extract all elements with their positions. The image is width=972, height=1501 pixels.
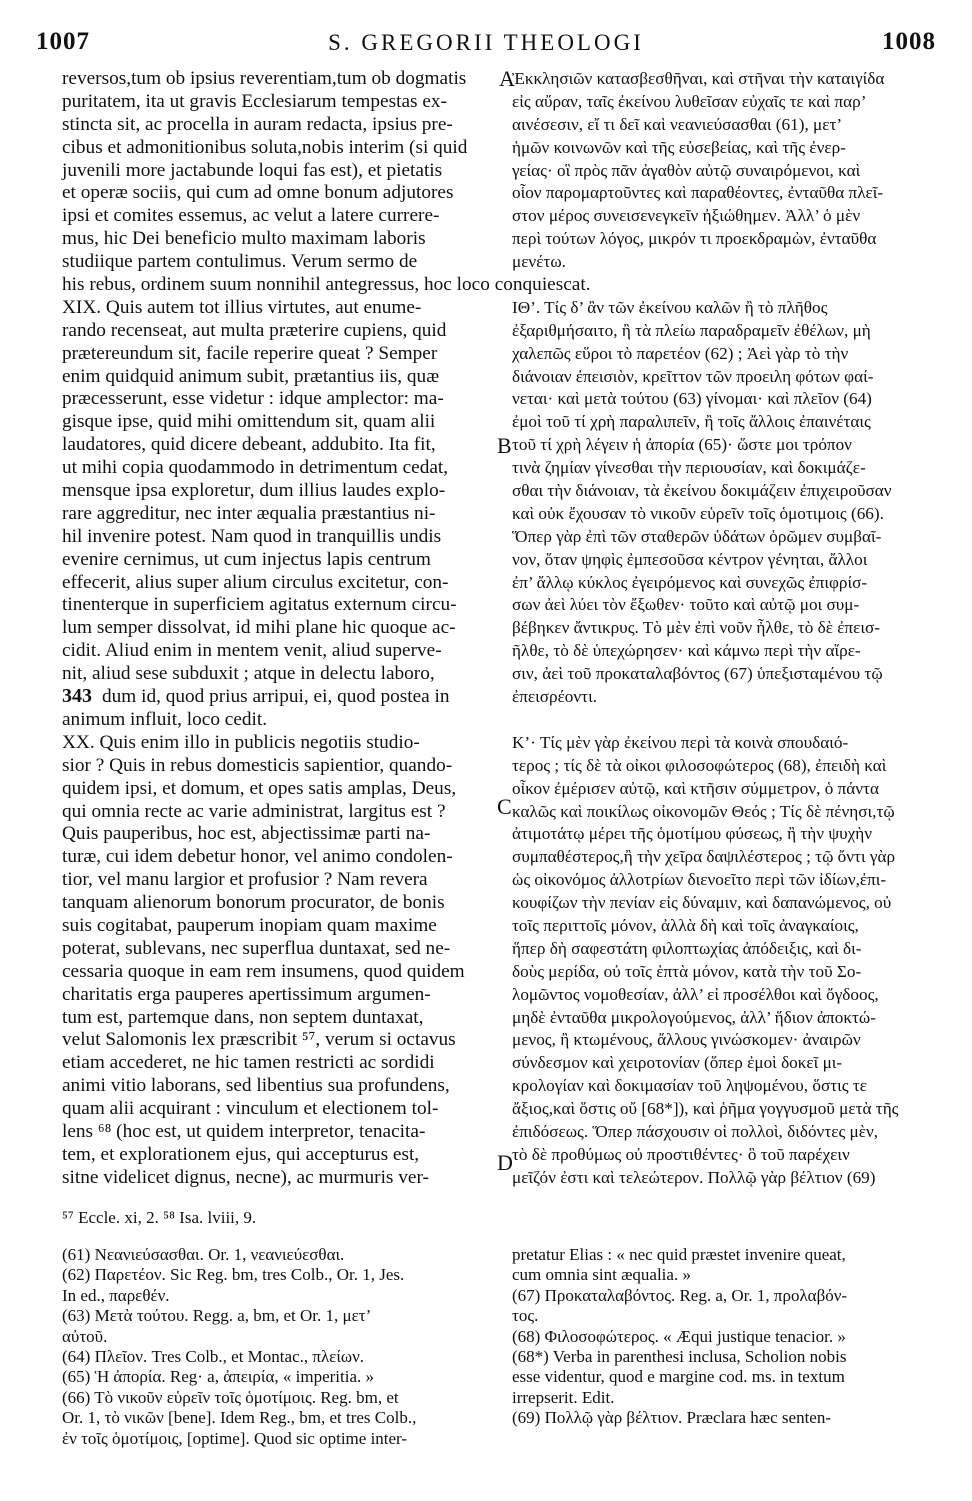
footnote-line: τος. — [512, 1306, 539, 1326]
greek-text-line: ἐμοὶ τοῦ τί χρὴ παραλιπεῖν, ἢ τοῖς ἄλλοις ἐπαινέταις — [512, 412, 871, 432]
greek-text-line: Ἐκκλησιῶν κατασβεσθῆναι, καὶ στῆναι τὴν καταιγίδα — [512, 69, 885, 88]
greek-text-line: Ὅπερ γὰρ ἐπὶ τῶν σταθερῶν ὑδάτων ὁρῶμεν συμβαῖ- — [512, 526, 882, 546]
latin-text-line: nit, aliud sese subduxit ; atque in delectu laboro, — [62, 663, 435, 685]
latin-text-line: mensque ipsa exploretur, dum illius laudes explo- — [62, 480, 446, 502]
greek-text-line: χαλεπῶς εὕροι τὸ παρετέον (62) ; Ἀεὶ γὰρ τὸ τὴν — [512, 343, 849, 363]
footnote-line: (65) Ἡ ἀπορία. Reg· a, ἀπειρία, « imperitia. » — [62, 1367, 375, 1387]
latin-text-line: animi vitio laborans, sed libentius sua profundens, — [62, 1075, 450, 1097]
greek-text-line: ἀτιμοτάτῳ μέρει τῆς ὁμοτίμου φύσεως, ἢ τὴν ψυχὴν — [512, 824, 872, 844]
latin-text-line: lum semper dissolvat, id mihi plane hic quoque ac- — [62, 617, 456, 639]
footnote-line: pretatur Elias : « nec quid præstet invenire queat, — [512, 1245, 846, 1264]
greek-text-line: μενέτω. — [512, 252, 566, 272]
greek-text-line: μεῖζόν ἐστι καὶ τελεώτερον. Πολλῷ γὰρ βέλτιον (69) — [512, 1167, 876, 1187]
footnotes-left — [62, 1245, 502, 1449]
footnote-line: irrepserit. Edit. — [512, 1387, 615, 1407]
latin-text-line: rare aggreditur, nec inter æqualia præstantius ni- — [62, 502, 436, 524]
latin-text-line: gisque ipse, quid mihi omittendum sit, quam alii — [62, 411, 436, 433]
greek-text-line — [512, 709, 944, 732]
greek-text-line: ἡμῶν κοινωνῶν καὶ τῆς εὐσεβείας, καὶ τῆς ἐνερ- — [512, 137, 846, 157]
latin-text-line: tinenterque in superficiem agitatus externum circu- — [62, 594, 457, 616]
greek-text-line: σθαι τὴν διάνοιαν, τὰ ἐκείνου δοκιμάζειν ἐπιχειροῦσαν — [512, 481, 892, 501]
latin-text-line: cessaria quoque in eam rem insumens, quod quidem — [62, 960, 465, 982]
latin-text-line: juvenili more jactabunde loqui fas est), et pietatis — [62, 159, 443, 181]
latin-text-line: turæ, cui idem debetur honor, vel animo condolen- — [62, 846, 453, 868]
latin-text-line: XX. Quis enim illo in publicis negotiis studio- — [62, 731, 420, 753]
latin-text-line: dum id, quod prius arripui, ei, quod postea in — [102, 686, 450, 708]
latin-text-line: ut mihi copia quodammodo in detrimentum cedat, — [62, 457, 449, 479]
greek-text-line: καὶ οὐκ ἔχουσαν τὸ νικοῦν εὑρεῖν τοῖς ὁμοτιμοις (66). — [512, 503, 884, 523]
latin-text-line: cidit. Aliud enim in mentem venit, aliud superve- — [62, 640, 442, 662]
latin-text-line: lens ⁶⁸ (hoc est, ut quidem interpretor, tenacita- — [62, 1120, 426, 1142]
greek-text-line: σων ἀεὶ λύει τὸν ἔξωθεν· τοῦτο καὶ αὐτῷ μοι συμ- — [512, 595, 860, 615]
page-header — [36, 28, 936, 64]
greek-text-line: τινὰ ζημίαν γίνεσθαι τὴν περιουσίαν, καὶ δοκιμάζε- — [512, 458, 866, 478]
latin-text-line: enim quidquid animum subit, prætantius iis, quæ — [62, 365, 440, 387]
greek-text-line: νον, ὅταν ψηφὶς ἐμπεσοῦσα κέντρον γένηται, ἄλλοι — [512, 549, 868, 569]
greek-column — [512, 68, 944, 1190]
greek-text-line: γείας· οἳ πρὸς πᾶν ἀγαθὸν αὐτῷ συναιρόμενοι, καὶ — [512, 160, 861, 180]
greek-text-line: περὶ τούτων λόγος, μικρόν τι προεκδραμὼν, ἐνταῦθα — [512, 229, 877, 249]
greek-text-line: ἄξιος,καὶ ὅστις οὔ [68*]), καὶ ῥῆμα γογγυσμοῦ μετὰ τῆς — [512, 1099, 899, 1119]
latin-text-line: effecerit, alius super alium circulus excitetur, con- — [62, 571, 449, 593]
latin-text-line: sior ? Quis in rebus domesticis sapientior, quando- — [62, 754, 453, 776]
greek-text-line: ἥπερ δὴ σαφεστάτη φιλοπτωχίας ἀπόδειξις, καὶ δι- — [512, 938, 862, 958]
greek-text-line: τοῦ τί χρὴ λέγειν ἡ ἀπορία (65)· ὥστε μοι τρόπον — [512, 435, 852, 455]
footnote-line: (64) Πλεῖον. Tres Colb., et Montac., πλείων. — [62, 1346, 365, 1366]
greek-text-line: συμπαθέστερος,ἢ τὴν χεῖρα δαψιλέστερος ; τῷ ὄντι γὰρ — [512, 847, 896, 867]
latin-text-line: tanquam alienorum bonorum procurator, de bonis — [62, 892, 445, 914]
footnote-line: αὐτοῦ. — [62, 1326, 108, 1346]
footnote-line: (61) Νεανιεύσασθαι. Or. 1, νεανιεύεσθαι. — [62, 1245, 345, 1264]
latin-text-line: rando recenseat, aut multa præterire cupiens, quid — [62, 319, 447, 341]
greek-text-line: νεται· καὶ μετὰ τούτου (63) γίνομαι· καὶ πλεῖον (64) — [512, 389, 872, 409]
latin-text-line: sitne videlicet dignus, necne), ac murmuris ver- — [62, 1166, 429, 1188]
greek-text-line: λομῶντος νομοθεσίαν, ἀλλ’ εἰ προσέλθοι καὶ ὄγδοος, — [512, 984, 879, 1004]
footnote-line: (63) Μετὰ τούτου. Regg. a, bm, et Or. 1, μετ’ — [62, 1306, 372, 1326]
latin-text-line: prætereundum sit, facile reperire queat ? Semper — [62, 342, 438, 364]
latin-text-line: poterat, sublevans, nec superflua duntaxat, sed ne- — [62, 937, 451, 959]
latin-text-line: tem, et explorationem ejus, qui accepturus est, — [62, 1143, 420, 1165]
latin-text-line: cibus et admonitionibus soluta,nobis interim (si quid — [62, 136, 468, 158]
greek-text-line: ἐπ’ ἄλλῳ κύκλος ἐγειρόμενος καὶ συνεχῶς ἐπιφρίσ- — [512, 572, 868, 592]
greek-text-line: δοὺς μερίδα, οὐ τοῖς ἑπτὰ μόνον, κατὰ τὴν τοῦ Σο- — [512, 961, 862, 981]
latin-text-line: charitatis erga pauperes apertissimum argumen- — [62, 983, 431, 1005]
latin-text-line: etiam accederet, ne hic tamen restricti ac sordidi — [62, 1052, 435, 1074]
latin-text-line: mus, hic Dei beneficio multo maximam laboris — [62, 228, 426, 250]
greek-text-line: οἶκον ἐμέρισεν αὐτῷ, καὶ κτῆσιν σύμμετρον, ὁ πάντα — [512, 778, 879, 798]
latin-text-line: tum est, partemque dans, non septem duntaxat, — [62, 1006, 424, 1028]
latin-text-line: et operæ sociis, qui cum ad omne bonum adjutores — [62, 182, 454, 204]
greek-text-line: αινέσεσιν, εἴ τι δεῖ καὶ νεανιεύσασθαι (61), μετ’ — [512, 114, 843, 134]
greek-text-line: διάνοιαν ἐπεισιὸν, κρεῖττον τῶν προειλη φότων φαί- — [512, 366, 874, 386]
latin-text-line: puritatem, ita ut gravis Ecclesiarum tempestas ex- — [62, 90, 447, 112]
greek-text-line: στον μέρος συνεισενεγκεῖν ἠξιώθημεν. Ἀλλ’ ὁ μὲν — [512, 206, 861, 226]
footnote-line: (62) Παρετέον. Sic Reg. bm, tres Colb., Or. 1, Jes. — [62, 1265, 405, 1285]
latin-text-line: quam alii acquirant : vinculum et electionem tol- — [62, 1098, 439, 1120]
latin-text-line: studiique partem contulimus. Verum sermo de — [62, 251, 418, 273]
page-number-right: 1008 — [882, 28, 936, 55]
margin-letter-a: A — [499, 66, 515, 91]
greek-text-line: ῆλθε, τὸ δὲ ὑπεχώρησεν· καὶ κάμνω περὶ τὴν αἵρε- — [512, 641, 861, 661]
greek-text-line: ἐξαριθμήσαιτο, ἢ τὰ πλείω παραδραμεῖν ἐθέλων, μὴ — [512, 320, 871, 340]
latin-text-line: his rebus, ordinem suum nonnihil antegressus, hoc loco conquiescat. — [62, 274, 591, 296]
footnote-line: (67) Προκαταλαβόντος. Reg. a, Or. 1, προλαβόν- — [512, 1285, 848, 1305]
footnote-line: In ed., παρεθέν. — [62, 1285, 170, 1305]
margin-letter-d: D — [497, 1150, 513, 1175]
footnotes-right — [512, 1245, 944, 1429]
greek-text-line — [512, 274, 944, 297]
greek-text-line: ὡς οἰκονόμος ἀλλοτρίων διενοεῖτο περὶ τῶν ἰδίων,ἐπι- — [512, 870, 887, 890]
greek-text-line: κουφίζων τὴν πενίαν εἰς δύναμιν, καὶ δαπανώμενος, οὐ — [512, 893, 892, 913]
greek-text-line: ἐπεισρέοντι. — [512, 687, 597, 707]
greek-text-line: τοῖς περιττοῖς μόνον, ἀλλὰ δὴ καὶ τοῖς ἀναγκαίοις, — [512, 915, 859, 935]
greek-text-line: μενος, ἢ κτωμένους, ἄλλους γινώσκομεν· ἀναιρῶν — [512, 1030, 861, 1050]
footnote-line: esse videntur, quod e margine cod. ms. in textum — [512, 1367, 845, 1387]
greek-text-line: κρολογίαν καὶ δοκιμασίαν τοῦ ληψομένου, ὅστις τε — [512, 1076, 867, 1096]
margin-letter-c: C — [497, 794, 512, 819]
greek-text-line: καλῶς καὶ ποικίλως οἰκονομῶν Θεός ; Τίς δὲ πένησι,τῷ — [512, 801, 895, 821]
scripture-references: ⁵⁷ Eccle. xi, 2. ⁵⁸ Isa. lviii, 9. — [62, 1208, 257, 1227]
greek-text-line: τερος ; τίς δὲ τὰ οἰκοι φιλοσοφώτερος (68), ἐπειδὴ καὶ — [512, 755, 887, 775]
running-title: S. GREGORII THEOLOGI — [328, 30, 644, 55]
latin-text-line: evenire cernimus, ut cum injectus lapis centrum — [62, 548, 431, 570]
latin-text-line: velut Salomonis lex præscribit ⁵⁷, verum si octavus — [62, 1029, 456, 1051]
latin-text-line: tior, vel manu largior et profusior ? Nam revera — [62, 869, 428, 891]
footnote-line: ἐν τοῖς ὁμοτίμοις, [optime]. Quod sic optime inter- — [62, 1428, 408, 1448]
latin-text-line: stincta sit, ac procella in auram redacta, ipsius pre- — [62, 113, 453, 135]
greek-text-line: οἷον παρομαρτοῦντες καὶ παραθέοντες, ἐνταῦθα πλεῖ- — [512, 183, 884, 203]
greek-text-line: σύνδεσμον καὶ χειροτονίαν (ὅπερ ἐμοὶ δοκεῖ μι- — [512, 1053, 843, 1073]
greek-text-line: Κ’· Τίς μὲν γὰρ ἐκείνου περὶ τὰ κοινὰ σπουδαιό- — [512, 732, 849, 752]
greek-text-line: σιν, ἀεὶ τοῦ προκαταλαβόντος (67) ὑπεξισταμένου τῷ — [512, 664, 883, 684]
latin-text-line: Quis pauperibus, hoc est, abjectissimæ parti na- — [62, 823, 431, 845]
footnote-line: Or. 1, τὸ νικῶν [bene]. Idem Reg., bm, et tres Colb., — [62, 1408, 417, 1428]
footnote-line: cum omnia sint æqualia. » — [512, 1265, 691, 1285]
margin-letter-b: B — [497, 433, 512, 458]
greek-text-line: ἐπιδόσεως. Ὅπερ πάσχουσιν οἱ πολλοὶ, διδόντες μὲν, — [512, 1121, 879, 1141]
latin-text-line: hil invenire potest. Nam quod in tranquillis undis — [62, 525, 442, 547]
latin-text-line: quidem ipsi, et domum, et opes satis amplas, Deus, — [62, 777, 457, 799]
latin-text-line: animum influit, loco cedit. — [62, 708, 268, 730]
greek-text-line: εἰς αὔραν, ταῖς ἐκείνου λυθεῖσαν εὐχαῖς τε καὶ παρ’ — [512, 91, 867, 111]
footnote-line: (68*) Verba in parenthesi inclusa, Scholion nobis — [512, 1346, 847, 1366]
latin-text-line: laudatores, quid dicere debeant, addubito. Ita fit, — [62, 434, 436, 456]
footnote-line: (66) Τὸ νικοῦν εὑρεῖν τοῖς ὁμοτίμοις. Reg. bm, et — [62, 1387, 399, 1407]
greek-text-line: τὸ δὲ προθύμως οὐ προστιθέντες· ὃ τοῦ παρέχειν — [512, 1144, 850, 1164]
latin-text-line: ipsi et comites essemus, ac velut a latere currere- — [62, 205, 440, 227]
latin-text-line: qui omnia recte ac varie administrat, largitus est ? — [62, 800, 446, 822]
latin-text-line: præcesserunt, esse videtur : idque amplector: ma- — [62, 388, 444, 410]
greek-text-line: μηδὲ ἐνταῦθα μικρολογούμενος, ἀλλ’ ἥδιον ἀποκτώ- — [512, 1007, 876, 1027]
column-marker-343: 343 — [62, 685, 92, 707]
latin-text-line: reversos,tum ob ipsius reverentiam,tum ob dogmatis — [62, 68, 467, 89]
page-number-left: 1007 — [36, 28, 90, 55]
footnote-line: (68) Φιλοσοφώτερος. « Æqui justique tenacior. » — [512, 1326, 846, 1346]
greek-text-line: ΙΘ’. Τίς δ’ ἂν τῶν ἐκείνου καλῶν ἢ τὸ πλῆθος — [512, 297, 828, 317]
latin-text-line: XIX. Quis autem tot illius virtutes, aut enume- — [62, 296, 422, 318]
latin-text-line: suis cogitabat, pauperum inopiam quam maxime — [62, 914, 437, 936]
footnote-line: (69) Πολλῷ γὰρ βέλτιον. Præclara hæc senten- — [512, 1408, 831, 1428]
greek-text-line: βέβηκεν ἄντικρυς. Τὸ μὲν ἐπὶ νοῦν ἦλθε, τὸ δὲ ἐπεισ- — [512, 618, 880, 638]
